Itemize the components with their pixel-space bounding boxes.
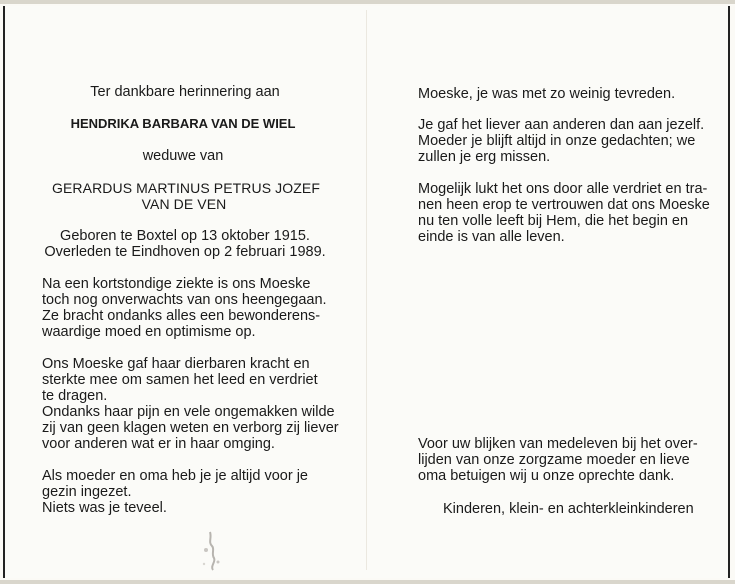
paragraph-line: Je gaf het liever aan anderen dan aan jezelf. bbox=[418, 117, 705, 133]
paragraph-line: voor anderen wat er in haar omging. bbox=[42, 436, 275, 452]
spouse-name-line-1: GERARDUS MARTINUS PETRUS JOZEF bbox=[52, 180, 320, 196]
paragraph-line: zij van geen klagen weten en verborg zij liever bbox=[42, 420, 339, 436]
paragraph-line: zullen je erg missen. bbox=[418, 149, 551, 165]
paragraph-line: toch nog onverwachts van ons heengegaan. bbox=[42, 292, 327, 308]
paragraph-line: Na een kortstondige ziekte is ons Moeske bbox=[42, 276, 311, 292]
spouse-name-line-2: VAN DE VEN bbox=[141, 196, 227, 212]
death-line: Overleden te Eindhoven op 2 februari 1989. bbox=[44, 244, 326, 260]
paragraph-line: Moeske, je was met zo weinig tevreden. bbox=[418, 86, 676, 102]
paragraph-line: Niets was je teveel. bbox=[42, 500, 167, 516]
paragraph-line: sterkte mee om samen het leed en verdriet bbox=[42, 372, 318, 388]
signature-line: Kinderen, klein- en achterkleinkinderen bbox=[443, 501, 694, 517]
paper-edge-top bbox=[0, 0, 735, 4]
paragraph-line: oma betuigen wij u onze oprechte dank. bbox=[418, 468, 675, 484]
paragraph-line: Mogelijk lukt het ons door alle verdriet en tra- bbox=[418, 181, 708, 197]
deceased-name: HENDRIKA BARBARA VAN DE WIEL bbox=[70, 116, 296, 131]
paragraph-line: waardige moed en optimisme op. bbox=[42, 324, 256, 340]
paragraph-line: Moeder je blijft altijd in onze gedachten; we bbox=[418, 133, 696, 149]
paragraph-line: Ze bracht ondanks alles een bewonderens- bbox=[42, 308, 321, 324]
paper-edge-bottom bbox=[0, 580, 735, 584]
widow-label: weduwe van bbox=[142, 148, 224, 164]
paragraph-line: nu ten volle leeft bij Hem, die het begin en bbox=[418, 213, 689, 229]
paragraph-line: Ondanks haar pijn en vele ongemakken wilde bbox=[42, 404, 335, 420]
paragraph-line: einde is van alle leven. bbox=[418, 229, 565, 245]
paragraph-line: gezin ingezet. bbox=[42, 484, 132, 500]
paragraph-line: Voor uw blijken van medeleven bij het over- bbox=[418, 436, 698, 452]
paragraph-line: te dragen. bbox=[42, 388, 108, 404]
ink-smudge-mark bbox=[196, 528, 230, 574]
paragraph-line: Ons Moeske gaf haar dierbaren kracht en bbox=[42, 356, 310, 372]
intro-line: Ter dankbare herinnering aan bbox=[90, 84, 280, 100]
birth-line: Geboren te Boxtel op 13 oktober 1915. bbox=[60, 228, 310, 244]
paragraph-line: lijden van onze zorgzame moeder en lieve bbox=[418, 452, 690, 468]
paragraph-line: nen heen erop te vertrouwen dat ons Moeske bbox=[418, 197, 710, 213]
center-fold bbox=[366, 10, 367, 570]
paragraph-line: Als moeder en oma heb je je altijd voor je bbox=[42, 468, 308, 484]
